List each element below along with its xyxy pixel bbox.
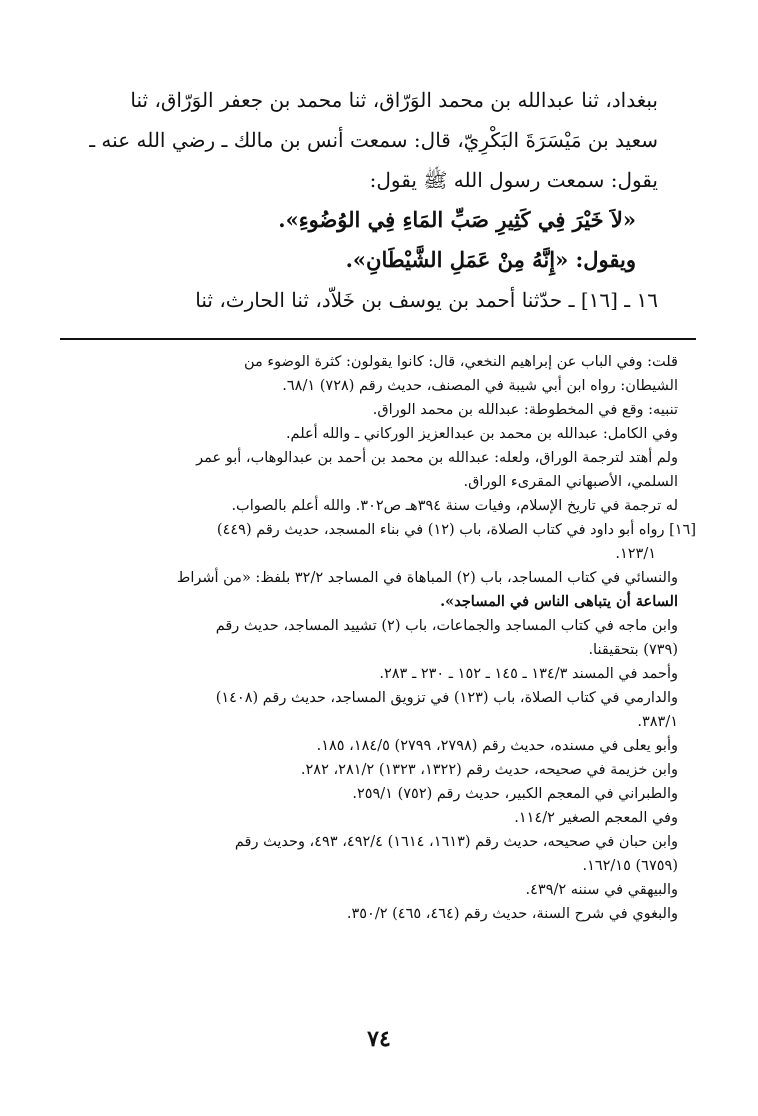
footnote-line: والطبراني في المعجم الكبير، حديث رقم (٧٥٢) ٢٥٩/١. [352,786,678,802]
footnote-line: ولم أهتد لترجمة الوراق، ولعله: عبدالله بن محمد بن أحمد بن عبدالوهاب، أبو عمر [196,450,678,466]
footnote-line: وابن حبان في صحيحه، حديث رقم (١٦١٣، ١٦١٤) ٤٩٢/٤، ٤٩٣، وحديث رقم [234,834,678,850]
footnote-line: السلمي، الأصبهاني المقرىء الوراق. [463,474,678,490]
main-line-3: يقول: سمعت رسول الله ﷺ يقول: [369,168,658,192]
footnote-line: والدارمي في كتاب الصلاة، باب (١٢٣) في تزويق المساجد، حديث رقم (١٤٠٨) [215,690,678,706]
main-line-2: سعيد بن مَيْسَرَةَ البَكْرِيّ، قال: سمعت أنس بن مالك ـ رضي الله عنه ـ [89,128,658,152]
footnote-line: والبغوي في شرح السنة، حديث رقم (٤٦٤، ٤٦٥) ٣٥٠/٢. [346,906,678,922]
footnote-line: الشيطان: رواه ابن أبي شيبة في المصنف، حديث رقم (٧٢٨) ٦٨/١. [282,378,678,394]
footnote-line: وأبو يعلى في مسنده، حديث رقم (٢٧٩٨، ٢٧٩٩) ١٨٤/٥، ١٨٥. [316,738,678,754]
footnote-line: وابن ماجه في كتاب المساجد والجماعات، باب (٢) تشييد المساجد، حديث رقم [215,618,678,634]
footnotes [56,350,696,926]
footnote-ref-16: [١٦] رواه أبو داود في كتاب الصلاة، باب (١٢) في بناء المسجد، حديث رقم (٤٤٩) [216,522,696,538]
footnote-line: قلت: وفي الباب عن إبراهيم النخعي، قال: كانوا يقولون: كثرة الوضوء من [243,354,678,370]
footnote-line: والبيهقي في سننه ٤٣٩/٢. [525,882,678,898]
footnote-line: وفي المعجم الصغير ١١٤/٢. [514,810,678,826]
footnote-line: وأحمد في المسند ١٣٤/٣ ـ ١٤٥ ـ ١٥٢ ـ ٢٣٠ ـ ٢٨٣. [379,666,678,682]
hadith-quote-2: ويقول: «إِنَّهُ مِنْ عَمَلِ الشَّيْطَانِ». [345,247,636,272]
footnote-line: (٦٧٥٩) ١٦٢/١٥. [582,858,678,874]
footnote-line: وفي الكامل: عبدالله بن محمد بن عبدالعزيز الوركاني ـ والله أعلم. [285,426,678,442]
main-line-hadith-16: ١٦ ـ [١٦] ـ حدّثنا أحمد بن يوسف بن خَلاّد، ثنا الحارث، ثنا [195,288,658,312]
footnote-line: وابن خزيمة في صحيحه، حديث رقم (١٣٢٢، ١٣٢٣) ٢٨١/٢، ٢٨٢. [300,762,678,778]
footnote-line: تنبيه: وقع في المخطوطة: عبدالله بن محمد الوراق. [372,402,678,418]
footnote-line: والنسائي في كتاب المساجد، باب (٢) المباهاة في المساجد ٣٢/٢ بلفظ: «من أشراط [176,570,678,586]
main-line-1: ببغداد، ثنا عبدالله بن محمد الوَرّاق، ثنا محمد بن جعفر الوَرّاق، ثنا [130,88,658,112]
hadith-quote-1: «لاَ خَيْرَ فِي كَثِيرِ صَبِّ المَاءِ فِي الوُضُوءِ». [278,207,636,232]
footnote-line: ٣٨٣/١. [637,714,678,730]
footnote-line: له ترجمة في تاريخ الإسلام، وفيات سنة ٣٩٤هـ ص٣٠٢. والله أعلم بالصواب. [231,498,678,514]
footnote-line: (٧٣٩) بتحقيقنا. [588,642,678,658]
page-number: ٧٤ [367,1026,391,1052]
footnote-line-bold: الساعة أن يتباهى الناس في المساجد». [440,593,678,610]
footnote-separator [60,338,696,340]
footnote-line: ١٢٣/١. [615,546,656,562]
main-text [60,80,658,320]
